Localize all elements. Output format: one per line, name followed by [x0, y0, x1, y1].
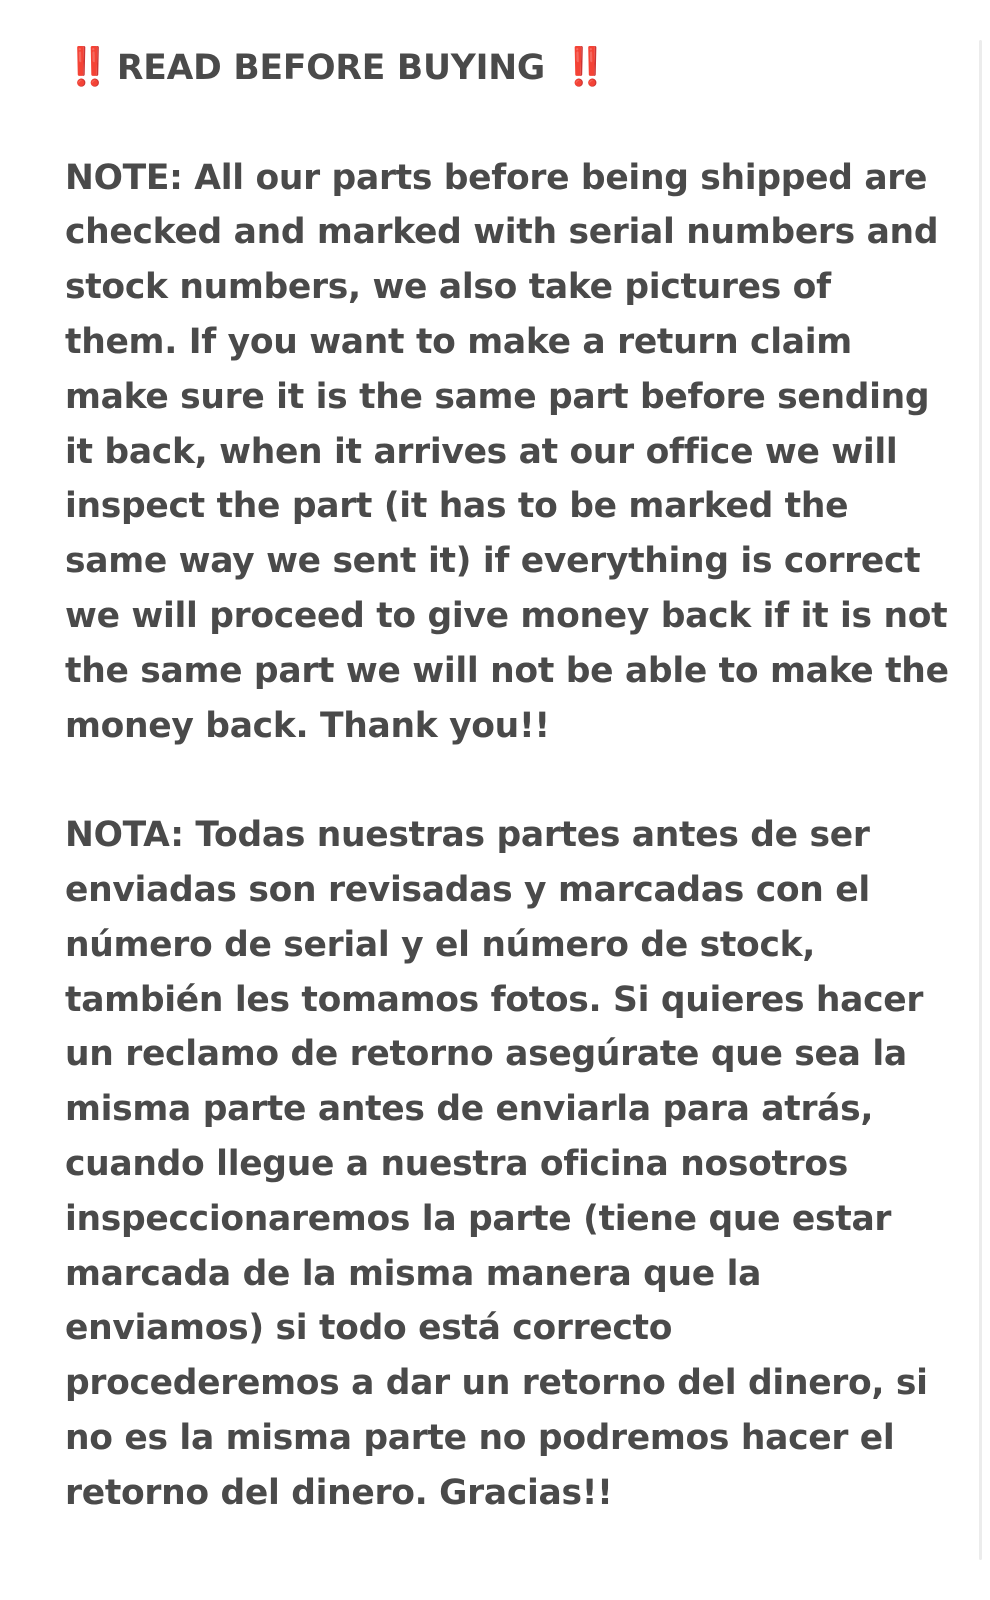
- spanish-line: número de serial y el número de stock,: [65, 924, 816, 965]
- spanish-line: marcada de la misma manera que la: [65, 1253, 762, 1294]
- paragraph-gap: [65, 96, 945, 151]
- english-line: same way we sent it) if everything is correct: [65, 541, 921, 582]
- english-line: stock numbers, we also take pictures of: [65, 267, 831, 308]
- note-heading: [65, 40, 945, 96]
- spanish-paragraph: [65, 808, 945, 1520]
- spanish-line: NOTA: Todas nuestras partes antes de ser: [65, 815, 870, 856]
- double-exclamation-icon: ‼️: [65, 45, 106, 88]
- spanish-line: también les tomamos fotos. Si quieres hacer: [65, 979, 924, 1020]
- english-line: them. If you want to make a return claim: [65, 321, 852, 362]
- spanish-line: enviadas son revisadas y marcadas con el: [65, 869, 870, 910]
- spanish-line: cuando llegue a nuestra oficina nosotros: [65, 1143, 849, 1184]
- spanish-line: no es la misma parte no podremos hacer el: [65, 1417, 895, 1458]
- spanish-line: misma parte antes de enviarla para atrás,: [65, 1089, 874, 1130]
- spanish-line: enviamos) si todo está correcto: [65, 1308, 673, 1349]
- note-heading-text: READ BEFORE BUYING: [116, 48, 545, 88]
- english-paragraph: [65, 151, 949, 754]
- paragraph-gap: [65, 753, 945, 808]
- spanish-line: procederemos a dar un retorno del dinero, si: [65, 1363, 928, 1404]
- scrollbar-track: [979, 40, 982, 1560]
- spanish-line: un reclamo de retorno asegúrate que sea la: [65, 1034, 907, 1075]
- english-line: money back. Thank you!!: [65, 705, 550, 746]
- double-exclamation-icon: ‼️: [562, 45, 603, 88]
- english-line: we will proceed to give money back if it is not: [65, 595, 948, 636]
- english-line: NOTE: All our parts before being shipped are: [65, 157, 928, 198]
- spanish-line: retorno del dinero. Gracias!!: [65, 1472, 613, 1513]
- english-line: make sure it is the same part before sending: [65, 376, 930, 417]
- english-line: inspect the part (it has to be marked the: [65, 486, 849, 527]
- note-body[interactable]: [65, 40, 949, 1521]
- english-line: checked and marked with serial numbers and: [65, 212, 939, 253]
- spanish-line: inspeccionaremos la parte (tiene que estar: [65, 1198, 892, 1239]
- english-line: the same part we will not be able to make the: [65, 650, 949, 691]
- english-line: it back, when it arrives at our office we will: [65, 431, 898, 472]
